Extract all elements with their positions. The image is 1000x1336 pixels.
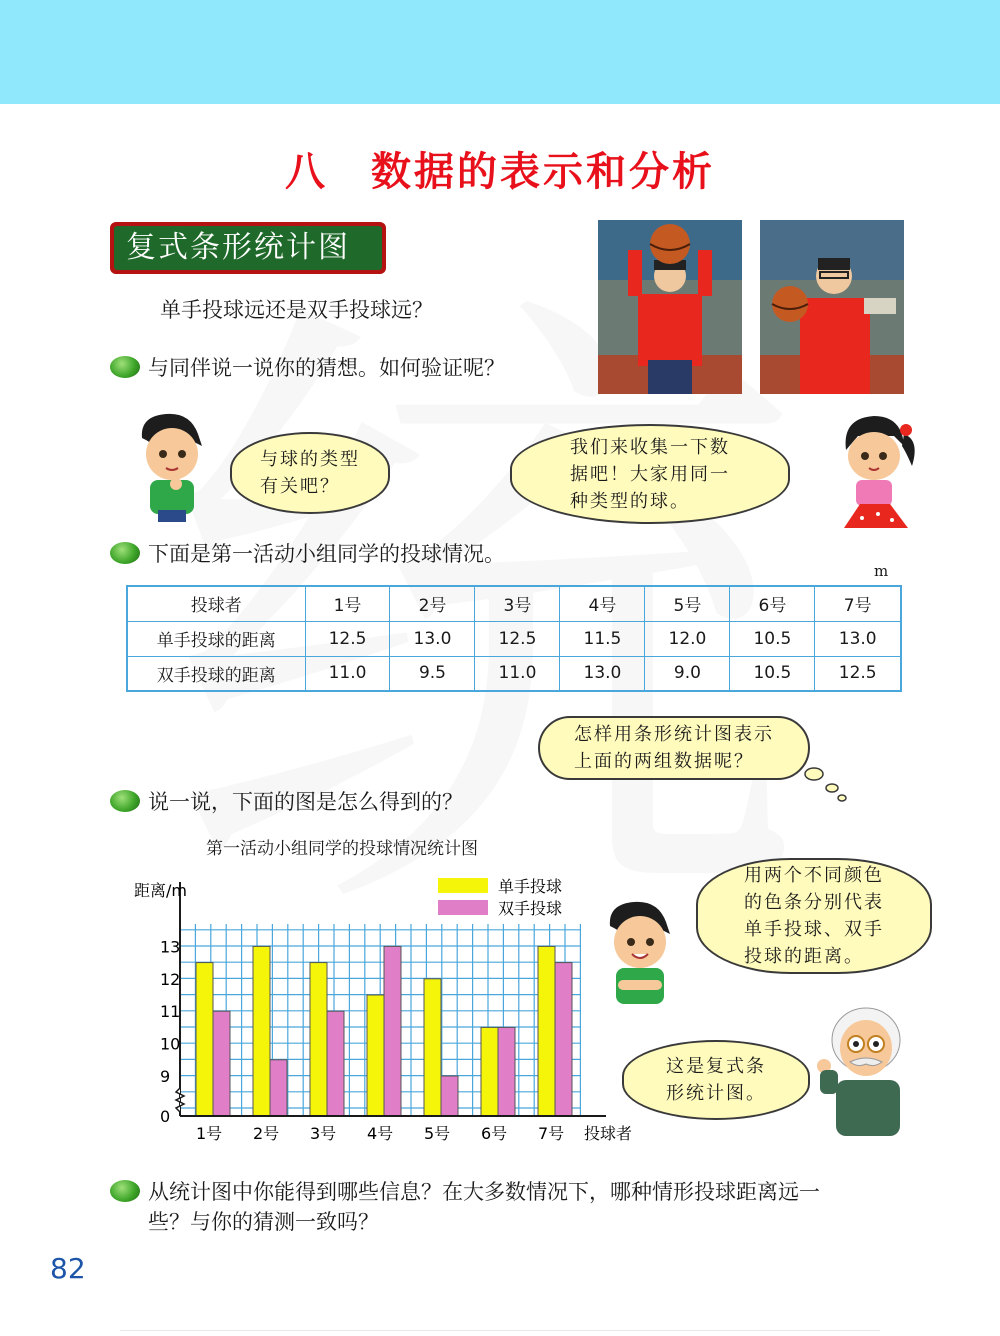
speech-bubble-girl — [510, 424, 790, 524]
y-tick-label: 12 — [160, 969, 181, 989]
bullet-text-1: 与同伴说一说你的猜想。如何验证呢？ — [148, 356, 505, 380]
legend-label-two-hand: 双手投球 — [498, 899, 563, 918]
chart-title: 第一活动小组同学的投球情况统计图 — [206, 839, 478, 859]
bar-two-hand — [498, 1027, 515, 1116]
bubble-line: 怎样用条形统计图表示 — [574, 724, 774, 745]
y-tick-label: 9 — [160, 1067, 171, 1086]
table-cell: 11.0 — [305, 656, 390, 691]
legend-swatch-one-hand — [438, 878, 488, 893]
boy-character-2 — [600, 898, 680, 1010]
table-cell: 11.5 — [560, 621, 645, 656]
bar-two-hand — [555, 963, 572, 1116]
speech-bubble-teacher — [622, 1040, 810, 1120]
bar-one-hand — [196, 963, 213, 1116]
thought-bubble — [538, 716, 810, 780]
x-tick-label: 4号 — [367, 1124, 394, 1143]
speech-bubble-boy-1 — [230, 432, 390, 514]
speech-bubble-boy-2 — [696, 858, 932, 974]
teacher-character — [816, 1000, 916, 1140]
bullet-icon — [110, 542, 140, 564]
x-tick-label: 6号 — [481, 1124, 508, 1143]
photo-one-hand-illustration — [598, 220, 742, 394]
bar-two-hand — [384, 946, 401, 1116]
table-cell: 13.0 — [390, 621, 475, 656]
bubble-line: 上面的两组数据呢？ — [574, 751, 754, 772]
table-cell: 9.5 — [390, 656, 475, 691]
bubble-line: 种类型的球。 — [570, 490, 690, 512]
bullet-text-4-line-1: 从统计图中你能得到哪些信息？在大多数情况下，哪种情形投球距离远一 — [148, 1180, 820, 1204]
girl-character — [832, 410, 922, 530]
bar-one-hand — [367, 995, 384, 1116]
y-tick-label: 11 — [160, 1002, 181, 1022]
photo-two-hand — [760, 220, 904, 394]
section-tag-label: 复式条形统计图 — [114, 226, 382, 270]
bubble-line: 我们来收集一下数 — [570, 436, 730, 458]
table-cell: 2号 — [390, 586, 475, 621]
bubble-line: 据吧！大家用同一 — [570, 463, 730, 485]
boy-character-1 — [132, 410, 212, 522]
bubble-line: 有关吧？ — [260, 476, 340, 497]
x-tick-label: 7号 — [538, 1124, 565, 1143]
bullet-text-3: 说一说，下面的图是怎么得到的？ — [148, 790, 463, 814]
x-tick-label: 5号 — [424, 1124, 451, 1143]
table-cell: 3号 — [475, 586, 560, 621]
table-cell: 单手投球的距离 — [127, 621, 305, 656]
data-table — [126, 585, 902, 692]
bubble-line: 用两个不同颜色 — [744, 865, 884, 886]
table-cell: 9.0 — [645, 656, 730, 691]
table-cell: 6号 — [730, 586, 815, 621]
bar-one-hand — [253, 946, 270, 1116]
table-cell: 13.0 — [815, 621, 901, 656]
bubble-line: 这是复式条 — [666, 1056, 766, 1077]
table-cell: 12.0 — [645, 621, 730, 656]
bar-two-hand — [270, 1060, 287, 1116]
x-tick-label: 2号 — [253, 1124, 280, 1143]
table-cell: 7号 — [815, 586, 901, 621]
table-cell: 13.0 — [560, 656, 645, 691]
bubble-line: 与球的类型 — [260, 449, 360, 470]
legend-swatch-two-hand — [438, 900, 488, 915]
bar-one-hand — [481, 1027, 498, 1116]
bubble-line: 投球的距离。 — [744, 946, 864, 967]
table-row — [127, 656, 901, 691]
bubble-line: 的色条分别代表 — [744, 892, 884, 913]
y-axis-label: 距离/m — [134, 881, 187, 900]
table-cell: 12.5 — [305, 621, 390, 656]
bubble-line: 形统计图。 — [666, 1083, 766, 1104]
y-tick-label: 13 — [160, 937, 181, 957]
legend-label-one-hand: 单手投球 — [498, 877, 563, 896]
bar-two-hand — [441, 1076, 458, 1116]
y-tick-label: 10 — [160, 1034, 181, 1054]
table-unit: m — [874, 562, 889, 580]
bullet-icon — [110, 1180, 140, 1202]
bar-one-hand — [310, 963, 327, 1116]
table-cell: 10.5 — [730, 621, 815, 656]
table-header-row — [127, 586, 901, 621]
footer-divider — [120, 1330, 880, 1331]
x-axis-label: 投球者 — [584, 1124, 633, 1143]
chapter-title: 八 数据的表示和分析 — [285, 149, 715, 195]
y-tick-label: 0 — [160, 1107, 171, 1126]
table-cell: 11.0 — [475, 656, 560, 691]
top-color-band — [0, 0, 1000, 104]
section-tag — [110, 222, 386, 274]
chart-bars — [196, 946, 572, 1116]
table-cell: 10.5 — [730, 656, 815, 691]
x-tick-label: 3号 — [310, 1124, 337, 1143]
chart-legend — [438, 877, 562, 918]
bar-two-hand — [213, 1011, 230, 1116]
intro-question: 单手投球远还是双手投球远？ — [160, 298, 433, 322]
table-cell: 5号 — [645, 586, 730, 621]
thought-dots — [800, 764, 850, 804]
bubble-line: 单手投球、双手 — [744, 919, 884, 940]
table-cell: 1号 — [305, 586, 390, 621]
page-number: 82 — [50, 1252, 86, 1285]
photo-one-hand — [598, 220, 742, 394]
table-cell: 4号 — [560, 586, 645, 621]
y-tick-labels — [160, 937, 180, 1126]
table-row — [127, 621, 901, 656]
bar-two-hand — [327, 1011, 344, 1116]
photo-two-hand-illustration — [760, 220, 904, 394]
bar-one-hand — [538, 946, 555, 1116]
x-tick-label: 1号 — [196, 1124, 223, 1143]
compound-bar-chart — [126, 866, 656, 1156]
bar-one-hand — [424, 979, 441, 1116]
table-cell: 12.5 — [815, 656, 901, 691]
bullet-text-2: 下面是第一活动小组同学的投球情况。 — [148, 542, 505, 566]
bullet-icon — [110, 356, 140, 378]
x-tick-labels — [196, 1124, 564, 1143]
bullet-text-4-line-2: 些？与你的猜测一致吗？ — [148, 1210, 379, 1234]
bullet-icon — [110, 790, 140, 812]
table-cell: 12.5 — [475, 621, 560, 656]
table-cell: 双手投球的距离 — [127, 656, 305, 691]
table-cell: 投球者 — [127, 586, 305, 621]
